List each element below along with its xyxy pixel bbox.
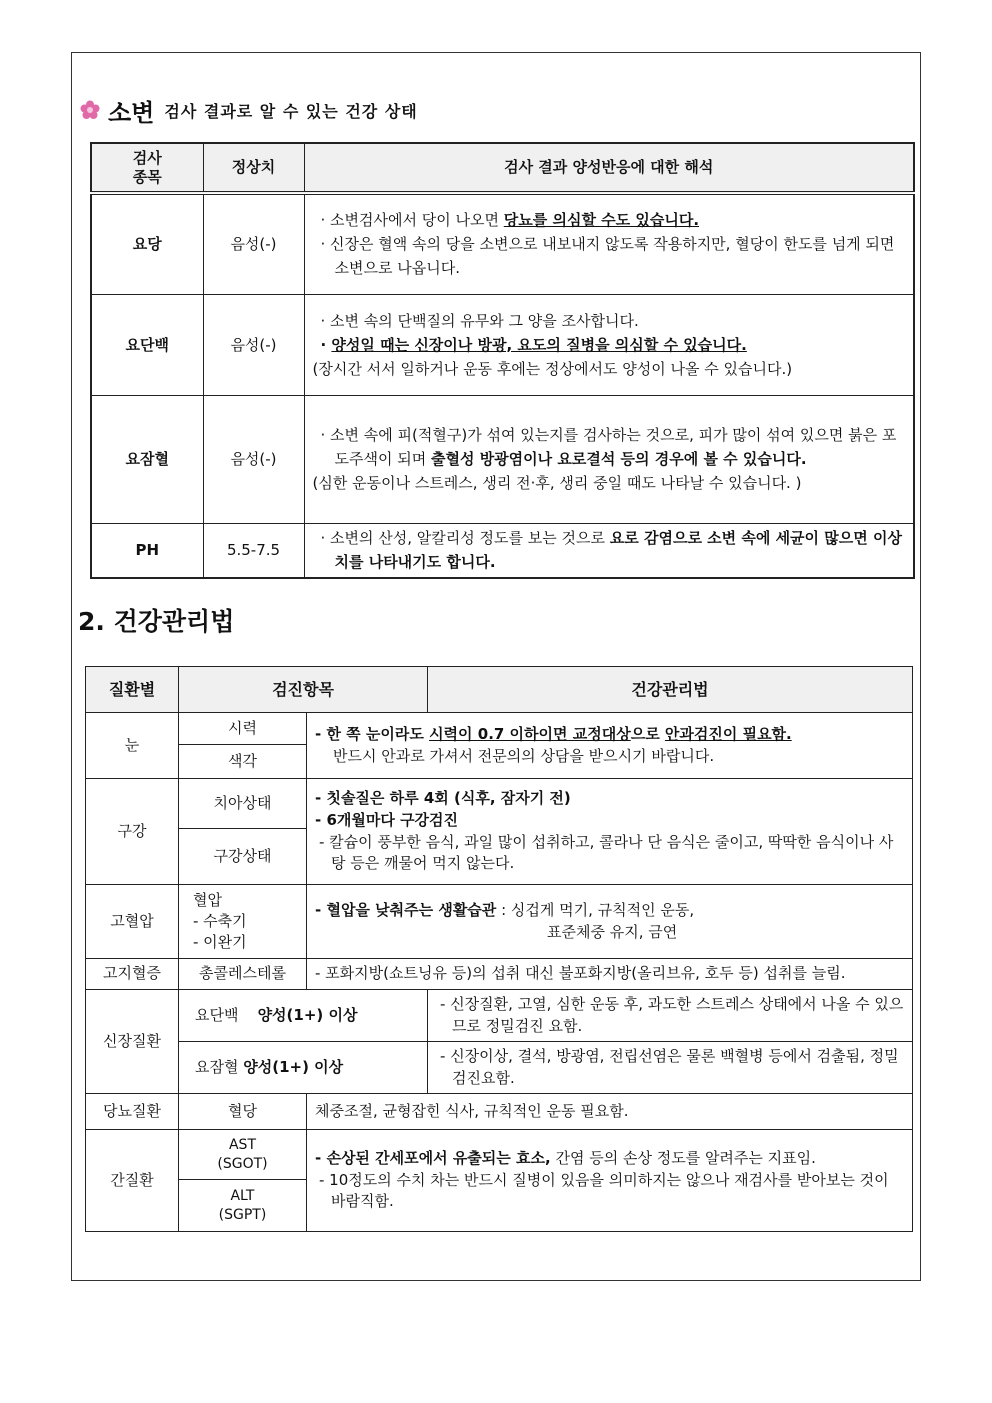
management-text: - 신장이상, 결석, 방광염, 전립선염은 물론 백혈병 등에서 검출됨, 정밀검진요함.: [428, 1042, 913, 1094]
normal-value: 음성(-): [203, 395, 304, 523]
disease-name: 간질환: [86, 1130, 179, 1232]
disease-name: 눈: [86, 713, 179, 779]
table-row: [86, 990, 913, 1042]
bullet-line: · 소변 속의 단백질의 유무와 그 양을 조사합니다.: [320, 311, 639, 330]
text-line: - 칼슘이 풍부한 음식, 과일 많이 섭취하고, 콜라나 단 음식은 줄이고, 딱딱한 음식이나 사탕 등은 깨물어 먹지 않는다.: [319, 832, 894, 873]
management-text: [307, 779, 913, 885]
test-name: 요당: [91, 193, 203, 294]
check-item: 혈당: [179, 1094, 307, 1130]
interpretation: [304, 294, 914, 395]
table-row: [91, 294, 914, 395]
urine-test-table: [90, 142, 915, 579]
interpretation: [304, 523, 914, 578]
table-row: [86, 1094, 913, 1130]
bullet-line: · 양성일 때는 신장이나 방광, 요도의 질병을 의심할 수 있습니다.: [320, 335, 747, 354]
test-name: PH: [91, 523, 203, 578]
table-row: [91, 395, 914, 523]
header-management: 건강관리법: [428, 667, 913, 713]
bullet-line: · 신장은 혈액 속의 당을 소변으로 내보내지 않도록 작용하지만, 혈당이 한도를 넘게 되면 소변으로 나옵니다.: [320, 235, 895, 278]
text-line: - 10정도의 수치 차는 반드시 질병이 있음을 의미하지는 않으나 재검사를 받아보는 것이 바람직함.: [319, 1170, 889, 1211]
check-item: ALT (SGPT): [179, 1180, 307, 1232]
section2-title: 2. 건강관리법: [78, 607, 235, 636]
flower-icon: [80, 100, 100, 120]
management-text: 체중조절, 균형잡힌 식사, 규칙적인 운동 필요함.: [307, 1094, 913, 1130]
disease-name: 구강: [86, 779, 179, 885]
header-interpretation: 검사 결과 양성반응에 대한 해석: [304, 143, 914, 193]
note-line: (장시간 서서 일하거나 운동 후에는 정상에서도 양성이 나올 수 있습니다.): [312, 359, 793, 378]
table-row: [86, 1130, 913, 1180]
text-line: - 한 쪽 눈이라도 시력이 0.7 이하이면 교정대상으로 안과검진이 필요함.: [315, 724, 792, 743]
management-text: [307, 713, 913, 779]
text-line: - 칫솔질은 하루 4회 (식후, 잠자기 전): [315, 789, 571, 807]
management-text: - 신장질환, 고열, 심한 운동 후, 과도한 스트레스 상태에서 나올 수 있으므로 정밀검진 요함.: [428, 990, 913, 1042]
text-line: - 혈압을 낮춰주는 생활습관 : 싱겁게 먹기, 규칙적인 운동,: [315, 900, 695, 919]
check-item: AST (SGOT): [179, 1130, 307, 1180]
test-name: 요단백: [91, 294, 203, 395]
disease-name: 고지혈증: [86, 959, 179, 990]
note-line: (심한 운동이나 스트레스, 생리 전·후, 생리 중일 때도 나타날 수 있습니다. ): [312, 474, 802, 492]
management-text: - 포화지방(쇼트닝유 등)의 섭취 대신 불포화지방(올리브유, 호두 등) 섭취를 늘림.: [307, 959, 913, 990]
text-line: 표준체중 유지, 금연: [547, 922, 678, 941]
disease-name: 당뇨질환: [86, 1094, 179, 1130]
disease-name: 고혈압: [86, 885, 179, 959]
section1-title: [80, 92, 418, 128]
check-item: 총콜레스테롤: [179, 959, 307, 990]
table-row: [86, 885, 913, 959]
header-disease: 질환별: [86, 667, 179, 713]
interpretation: [304, 395, 914, 523]
emphasis: 당뇨를 의심할 수도 있습니다.: [503, 211, 700, 230]
management-text: [307, 885, 913, 959]
check-item: 요잠혈 양성(1+) 이상: [179, 1042, 428, 1094]
bullet-line: · 소변 속에 피(적혈구)가 섞여 있는지를 검사하는 것으로, 피가 많이 섞여 있으면 붉은 포도주색이 되며 출혈성 방광염이나 요로결석 등의 경우에 볼 수 있습니다.: [320, 426, 897, 468]
header-check-item: 검진항목: [179, 667, 428, 713]
health-management-table: [85, 666, 913, 1232]
header-test-item: 검사 종목: [91, 143, 203, 193]
bullet-line: · 소변의 산성, 알칼리성 정도를 보는 것으로 요로 감염으로 소변 속에 세균이 많으면 이상치를 나타내기도 합니다.: [320, 529, 902, 572]
emphasis: 요로 감염으로 소변 속에 세균이 많으면 이상치를 나타내기도 합니다.: [334, 529, 902, 572]
table-row: [86, 713, 913, 745]
text-line: - 손상된 간세포에서 유출되는 효소, 간염 등의 손상 정도를 알려주는 지표임.: [315, 1148, 816, 1167]
table-row: [91, 523, 914, 578]
disease-name: 신장질환: [86, 990, 179, 1094]
table-header-row: [91, 143, 914, 193]
table-row: [86, 779, 913, 829]
table-row: [86, 1042, 913, 1094]
section1-title-sub: 검사 결과로 알 수 있는 건강 상태: [164, 101, 418, 121]
header-normal: 정상치: [203, 143, 304, 193]
management-text: [307, 1130, 913, 1232]
table-row: [91, 193, 914, 294]
test-name: 요잠혈: [91, 395, 203, 523]
text-line: - 6개월마다 구강검진: [315, 810, 459, 829]
table-row: [86, 959, 913, 990]
normal-value: 음성(-): [203, 294, 304, 395]
check-item: 시력: [179, 713, 307, 745]
table-header-row: [86, 667, 913, 713]
check-item: 치아상태: [179, 779, 307, 829]
text-line: 반드시 안과로 가셔서 전문의의 상담을 받으시기 바랍니다.: [333, 746, 715, 765]
section1-title-main: 소변: [108, 98, 155, 127]
check-item: 색각: [179, 745, 307, 779]
bullet-line: · 소변검사에서 당이 나오면 당뇨를 의심할 수도 있습니다.: [320, 211, 700, 230]
interpretation: [304, 193, 914, 294]
check-item: 혈압 - 수축기 - 이완기: [179, 885, 307, 959]
emphasis: 출혈성 방광염이나 요로결석 등의 경우에 볼 수 있습니다.: [431, 450, 807, 468]
normal-value: 5.5-7.5: [203, 523, 304, 578]
check-item: 구강상태: [179, 829, 307, 885]
check-item: 요단백 양성(1+) 이상: [179, 990, 428, 1042]
normal-value: 음성(-): [203, 193, 304, 294]
